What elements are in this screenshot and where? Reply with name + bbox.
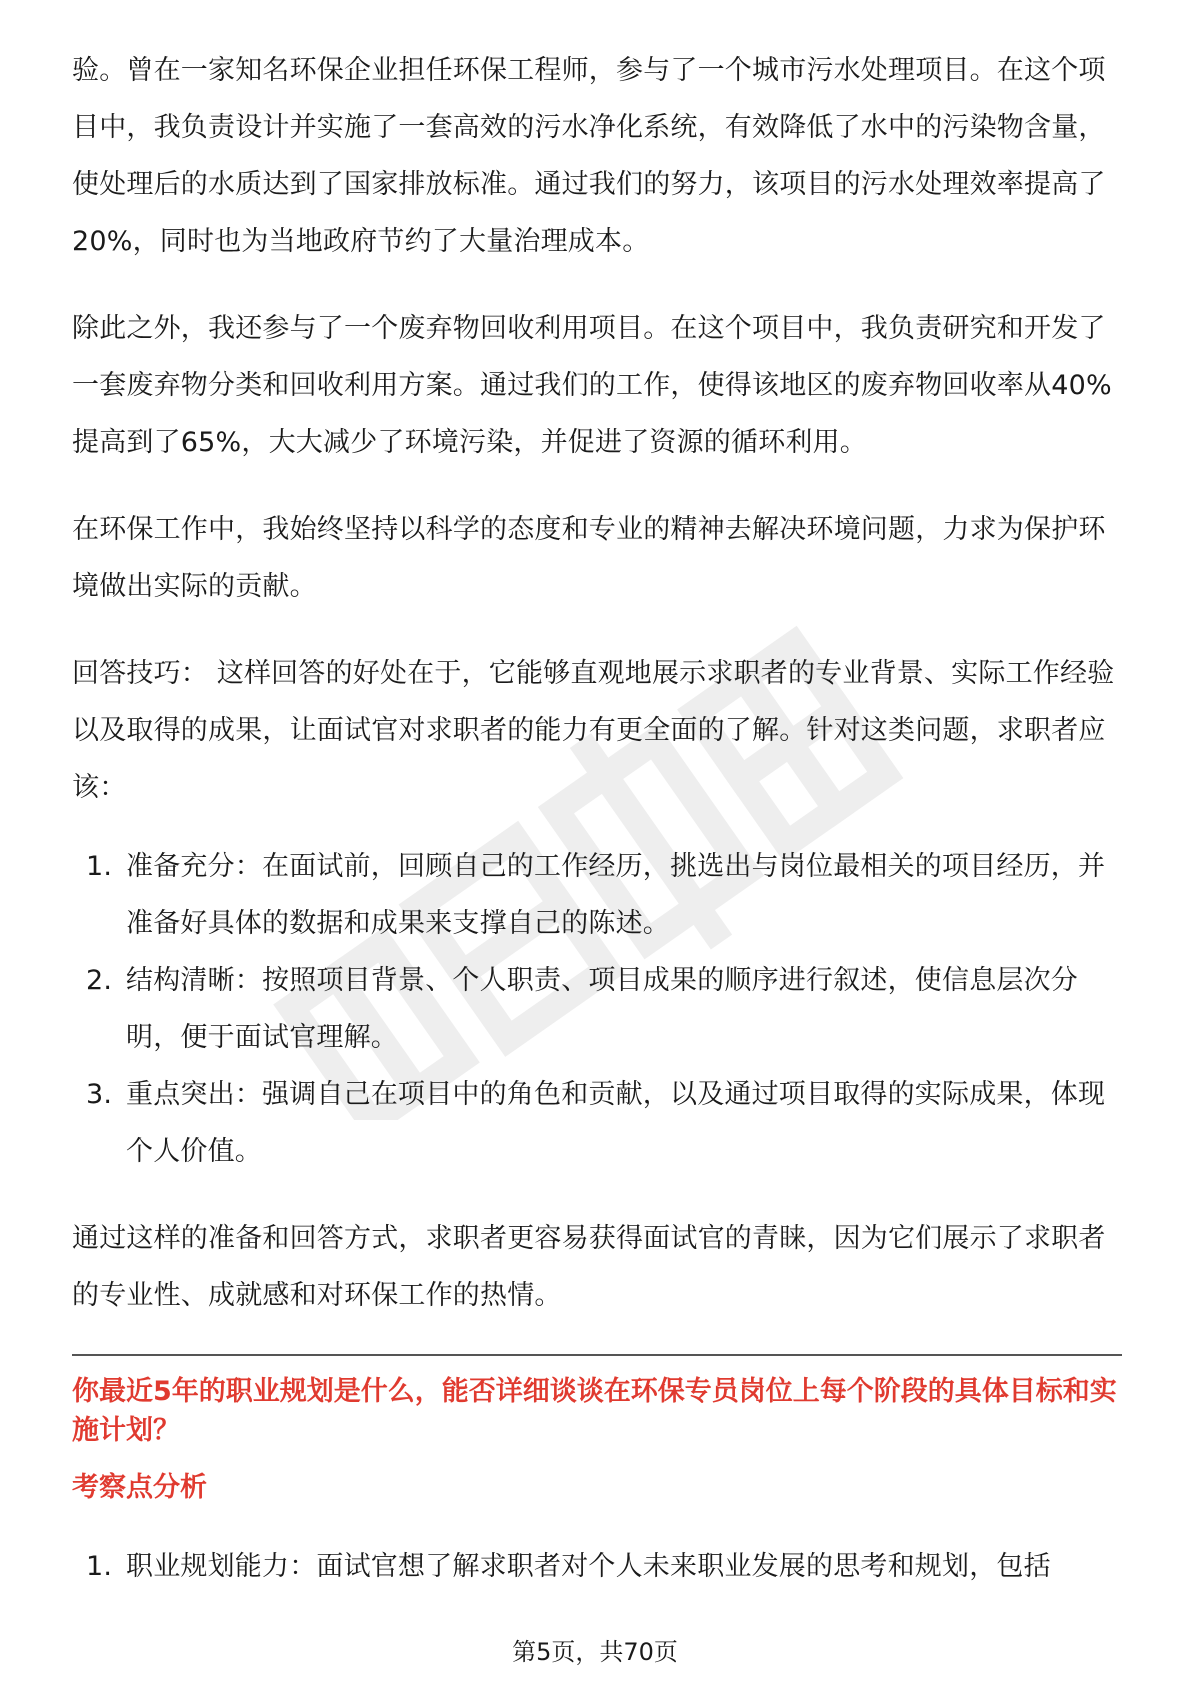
- question-heading: 你最近5年的职业规划是什么，能否详细谈谈在环保专员岗位上每个阶段的具体目标和实施计划？: [72, 1376, 1117, 1446]
- paragraph-experience: 验。曾在一家知名环保企业担任环保工程师，参与了一个城市污水处理项目。在这个项目中，我负责设计并实施了一套高效的污水净化系统，有效降低了水中的污染物含量，使处理后的水质达到了国家排放标准。通过我们的努力，该项目的污水处理效率提高了20%，同时也为当地政府节约了大量治理成本。: [72, 55, 1106, 257]
- section-divider: [72, 1354, 1122, 1356]
- analysis-list: [72, 1538, 1122, 1595]
- list-item: [72, 1066, 1122, 1180]
- list-number: 2.: [86, 965, 113, 996]
- list-item: [72, 952, 1122, 1066]
- analysis-heading: 考察点分析: [72, 1472, 207, 1503]
- page-footer: 第5页，共70页: [512, 1638, 678, 1666]
- list-text: 准备充分：在面试前，回顾自己的工作经历，挑选出与岗位最相关的项目经历，并准备好具体的数据和成果来支撑自己的陈述。: [126, 851, 1106, 939]
- list-item: [72, 1538, 1122, 1595]
- paragraph-conclusion: 通过这样的准备和回答方式，求职者更容易获得面试官的青睐，因为它们展示了求职者的专业性、成就感和对环保工作的热情。: [72, 1223, 1106, 1311]
- list-number: 1.: [86, 851, 113, 882]
- tips-list: [72, 838, 1122, 1180]
- paragraph-waste-project: 除此之外，我还参与了一个废弃物回收利用项目。在这个项目中，我负责研究和开发了一套废弃物分类和回收利用方案。通过我们的工作，使得该地区的废弃物回收率从40%提高到了65%，大大减少了环境污染，并促进了资源的循环利用。: [72, 313, 1112, 458]
- list-text: 结构清晰：按照项目背景、个人职责、项目成果的顺序进行叙述，使信息层次分明，便于面试官理解。: [126, 965, 1078, 1053]
- list-item: [72, 838, 1122, 952]
- list-text: 职业规划能力：面试官想了解求职者对个人未来职业发展的思考和规划，包括: [126, 1551, 1051, 1582]
- paragraph-attitude: 在环保工作中，我始终坚持以科学的态度和专业的精神去解决环境问题，力求为保护环境做出实际的贡献。: [72, 514, 1106, 602]
- list-number: 3.: [86, 1079, 113, 1110]
- list-text: 重点突出：强调自己在项目中的角色和贡献，以及通过项目取得的实际成果，体现个人价值。: [126, 1079, 1106, 1167]
- main-content: [72, 42, 1122, 1625]
- paragraph-answer-tips: 回答技巧： 这样回答的好处在于，它能够直观地展示求职者的专业背景、实际工作经验以及取得的成果，让面试官对求职者的能力有更全面的了解。针对这类问题，求职者应该：: [72, 658, 1115, 803]
- list-number: 1.: [86, 1551, 113, 1582]
